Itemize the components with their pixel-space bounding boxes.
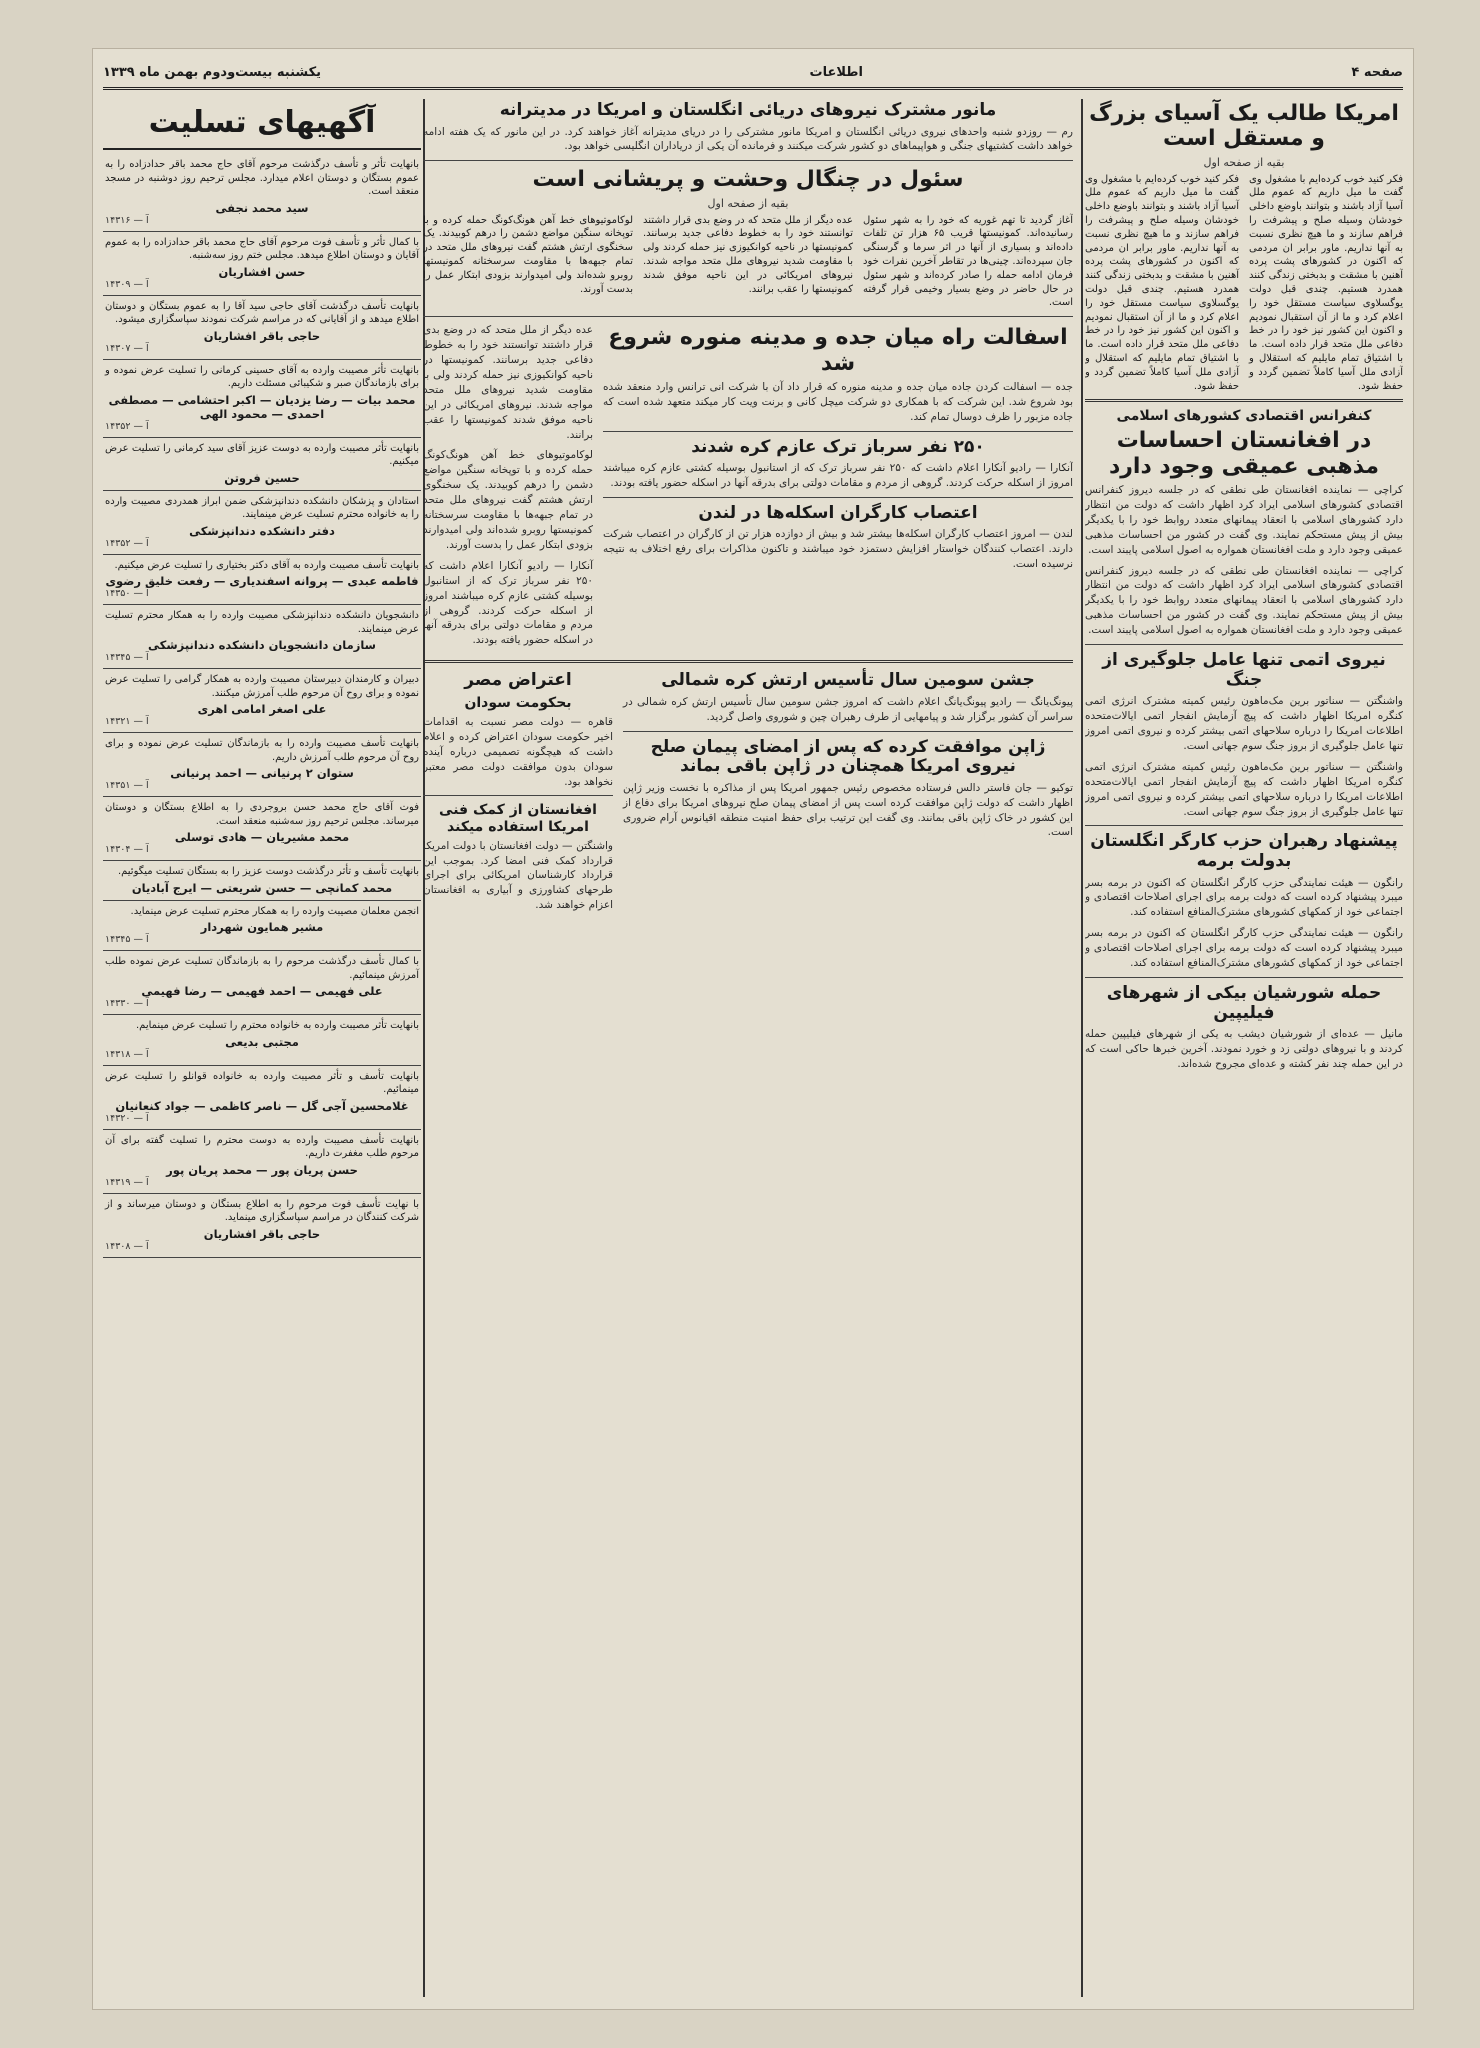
article-text: آنکارا — رادیو آنکارا اعلام داشت که ۲۵۰ نفر سرباز ترک که از استانبول بوسیله کشتی عازم کره میباشند امروز از اسکله حرکت کردند. گروهی از مردم و مقامات دولتی برای بدرقه آنها در اسکله حضور یافته بودند.: [423, 559, 593, 647]
article-body: [423, 214, 1073, 311]
notice-code: آ — ۱۴۳۲۰: [105, 1112, 149, 1124]
article-text: آغاز گردید تا تهم غوریه که خود را به شهر سئول رسانیده‌اند. کمونیستها قریب ۶۵ هزار تن تلفات داده‌اند و بسیاری از آنها در اثر سرما و گرسنگی جان سپرده‌اند. چینی‌ها در تقاطر آخرین نفرات خود فرمان ادامه حمله را صادر کرده‌اند و شهر سئول در حال حاضر در وضع بسیار وخیمی قرار گرفته است.: [863, 214, 1073, 309]
article-text: قاهره — دولت مصر نسبت به اقدامات اخیر حکومت سودان اعتراض کرده و اعلام داشت که هیچگونه تصمیمی درباره آینده سودان بدون موافقت دولت مصر معتبر نخواهد بود.: [423, 715, 613, 788]
divider: [423, 316, 1073, 317]
condolence-list: [103, 154, 421, 1258]
notice-signatories: علی فهیمی — احمد فهیمی — رضا فهیمی: [141, 984, 383, 998]
divider: [423, 660, 1073, 663]
notice-signatories: حسین فروتن: [224, 470, 300, 485]
notice-signatories: علی اصغر امامی اهری: [197, 702, 327, 716]
notice-text: بانهایت تأسف مصیبت وارده به دوست محترم را تسلیت گفته برای آن مرحوم طلب مغفرت داریم.: [105, 1134, 419, 1159]
notice-text: دبیران و کارمندان دبیرستان مصیبت وارده به همکار گرامی را تسلیت عرض نموده و برای روح آن مرحوم طلب آمرزش میکنند.: [105, 674, 419, 699]
condolence-notice: [103, 1130, 421, 1194]
page-header: [103, 57, 1403, 90]
notice-text: فوت آقای حاج محمد حسن بروجردی را به اطلاع بستگان و دوستان میرساند. مجلس ترحیم روز سه‌شنبه منعقد است.: [105, 802, 419, 827]
condolence-notice: [103, 555, 421, 606]
notice-code: آ — ۱۴۳۵۲: [105, 420, 149, 432]
notice-code: آ — ۱۴۳۱۶: [105, 214, 149, 226]
notice-text: با نهایت تأسف فوت مرحوم را به اطلاع بستگان و دوستان میرساند و از شرکت کنندگان در مراسم سپاسگزاری مینماید.: [105, 1198, 419, 1223]
article-text: آنکارا — رادیو آنکارا اعلام داشت که ۲۵۰ نفر سرباز ترک که از استانبول بوسیله کشتی عازم کره میباشند امروز از اسکله حرکت کردند. گروهی از مردم و مقامات دولتی برای بدرقه آنها در اسکله حضور یافته بودند.: [603, 462, 1073, 489]
notice-code: آ — ۱۴۳۰۷: [105, 342, 149, 354]
article-headline: اعتراض مصر: [464, 670, 572, 691]
notice-signatories: فاطمه عبدی — پروانه اسفندیاری — رفعت خلیق رضوی: [105, 574, 419, 588]
article-headline: افغانستان از کمک فنی امریکا استفاده میکند: [439, 802, 597, 835]
notice-signatories: حاجی باقر افشاریان: [203, 1226, 321, 1241]
notice-code: آ — ۱۴۳۳۰: [105, 998, 149, 1009]
notice-code: آ — ۱۴۳۵۰: [105, 588, 149, 599]
page-number: صفحه ۴: [1351, 64, 1403, 80]
notice-signatories: سید محمد نجفی: [215, 200, 309, 215]
article-headline: ۲۵۰ نفر سرباز ترک عازم کره شدند: [691, 436, 985, 457]
article-body: [1085, 173, 1403, 394]
condolence-notice: [103, 797, 421, 861]
notice-text: بانهایت تأسف درگذشت آقای حاجی سید آقا را به عموم بستگان و دوستان اطلاع میدهد و از آقایانی که در مراسم شرکت نمودند سپاسگزاری میشود.: [105, 300, 419, 325]
article-headline: حمله شورشیان بیکی از شهرهای فیلیپین: [1106, 982, 1382, 1023]
article-headline: مانور مشترک نیروهای دریائی انگلستان و امریکا در مدیترانه: [499, 100, 997, 120]
article-row: [423, 323, 1073, 654]
divider: [1085, 977, 1403, 978]
article-block: [603, 323, 1073, 654]
article-text: کراچی — نماینده افغانستان طی نطقی که در جلسه دیروز کنفرانس اقتصادی کشورهای اسلامی ایراد کرد اظهار داشت که دولت من انتظار دارد کشورهای اسلامی با انعقاد پیمانهای متعدد روابط خود را با یکدیگر بیش از پیش مستحکم نمایند. وی گفت در کشور من احساسات مذهبی عمیقی وجود دارد و ملت افغانستان همواره به اصول اسلامی پایبند است.: [1085, 564, 1403, 637]
left-column: [103, 99, 421, 1997]
notice-signatories: غلامحسین آجی گل — ناصر کاظمی — جواد کنعانیان: [115, 1098, 409, 1113]
notice-code: آ — ۱۴۳۰۴: [105, 844, 149, 855]
divider: [603, 497, 1073, 498]
notice-signatories: مجتبی بدیعی: [225, 1034, 299, 1049]
article-text: توکیو — جان فاستر دالس فرستاده مخصوص رئیس جمهور امریکا پس از مذاکره با نخست وزیر ژاپن اظهار داشت که دولت ژاپن موافقت کرده است پس از امضای پیمان صلح نیروهای امریکا برای دفاع از این کشور در خاک ژاپن باقی بمانند. وی گفت این ترتیب برای حفظ امنیت منطقه اقیانوس آرام ضروری است.: [623, 781, 1073, 839]
notice-text: بانهایت تأسف مصیبت وارده به آقای دکتر بختیاری را تسلیت عرض میکنیم.: [114, 559, 419, 571]
notice-signatories: محمد بیات — رضا یزدیان — اکبر احتشامی — مصطفی احمدی — محمود الهی: [108, 392, 416, 421]
condolence-notice: [103, 1194, 421, 1258]
article-text: لندن — امروز اعتصاب کارگران اسکله‌ها بیشتر شد و بیش از دوازده هزار تن از کارگران در اعتصاب شرکت دارند. اعتصاب کنندگان خواستار افزایش دستمزد خود میباشند و تاکنون مذاکرات برای رفع اختلاف به نتیجه نرسیده است.: [603, 528, 1073, 571]
divider: [1085, 644, 1403, 645]
article-headline: نیروی اتمی تنها عامل جلوگیری از جنگ: [1102, 650, 1386, 690]
column-divider: [1081, 99, 1083, 1997]
condolence-notice: [103, 438, 421, 491]
article-subhead: بحکومت سودان: [464, 694, 572, 711]
issue-date: یکشنبه بیست‌ودوم بهمن ماه ۱۳۳۹: [103, 64, 322, 80]
notice-signatories: حاجی باقر افشاریان: [203, 328, 321, 343]
article-text: لوکاموتیوهای خط آهن هونگ‌کونگ حمله کرده و با توپخانه سنگین مواضع دشمن را درهم کوبیدند. یک سخنگوی ارتش هشتم گفت نیروهای ملل متحد در تمام جبهه‌ها با مقاومت سرسختانه کمونیستها روبرو شده‌اند ولی امیدوارند بزودی ابتکار عمل را بدست آورند.: [423, 214, 633, 295]
article-block: [623, 669, 1073, 919]
condolence-notice: [103, 861, 421, 901]
divider: [623, 731, 1073, 732]
condolence-notice: [103, 232, 421, 296]
article-text: مانیل — عده‌ای از شورشیان دیشب به یکی از شهرهای فیلیپین حمله کردند و با نیروهای دولتی زد و خورد نمودند. آخرین خبرها حاکی است که در این حمله چند نفر کشته و عده‌ای مجروح شده‌اند.: [1085, 1028, 1403, 1070]
article-text: رم — روزدو شنبه واحدهای نیروی دریائی انگلستان و امریکا مانور مشترکی را در دریای مدیترانه آغاز خواهند کرد. در این مانور که یک هفته ادامه خواهد داشت کشتیهای جنگی و هواپیماهای دو کشور شرکت میکنند و فرمانده آن یکی از دریاداران انگلیسی خواهد بود.: [423, 125, 1073, 153]
condolence-notice: [103, 491, 421, 555]
condolence-notice: [103, 951, 421, 1015]
right-column: [1085, 99, 1403, 1997]
condolence-notice: [103, 360, 421, 438]
article-text: کراچی — نماینده افغانستان طی نطقی که در جلسه دیروز کنفرانس اقتصادی کشورهای اسلامی ایراد کرد اظهار داشت که دولت من انتظار دارد کشورهای اسلامی با انعقاد پیمانهای متعدد روابط خود را با یکدیگر بیش از پیش مستحکم نمایند. وی گفت در کشور من احساسات مذهبی عمیقی وجود دارد و ملت افغانستان همواره به اصول اسلامی پایبند است.: [1085, 484, 1403, 556]
notice-signatories: دفتر دانشکده دندانپزشکی: [189, 523, 335, 538]
condolence-notice: [103, 733, 421, 797]
article-headline: پیشنهاد رهبران حزب کارگر انگلستان بدولت برمه: [1090, 831, 1398, 871]
notice-signatories: محمد کمانچی — حسن شریعتی — ایرج آبادیان: [131, 880, 393, 895]
article-headline: سئول در چنگال وحشت و پریشانی است: [532, 167, 964, 193]
divider: [423, 795, 613, 796]
notice-text: بانهایت تأثر مصیبت وارده به آقای حسینی کرمانی را تسلیت عرض نموده و برای بازماندگان صبر و شکیبائی مسئلت داریم.: [105, 364, 419, 389]
divider: [1085, 825, 1403, 826]
notice-text: استادان و پزشکان دانشکده دندانپزشکی ضمن ابراز همدردی مصیبت وارده را به خانواده محترم تسلیت عرض مینمایند.: [105, 495, 419, 520]
article-headline: اسفالت راه میان جده و مدینه منوره شروع شد: [608, 325, 1068, 376]
notice-text: با کمال تأثر و تأسف فوت مرحوم آقای حاج محمد باقر حدادزاده را به عموم آقایان و دوستان اطلاع میدهد. مجلس ختم روز سه‌شنبه.: [105, 236, 419, 261]
article-text: فکر کنید خوب کرده‌ایم با مشغول وی گفت ما میل داریم که عموم ملل آسیا آزاد باشند و بتوانند باوضع داخلی خودشان وسیله صلح و پیشرفت را فراهم سازند و ما هیچ نظری نسبت به آنها نداریم. ماور برابر ان مردمی که اکنون در کشورهای پشت پرده آهنین با مشقت و بدبختی زندگی کنند همدرد هستیم. چندی قبل دولت یوگسلاوی سیاست مستقل خود را اعلام کرد و ما از آن استقبال نمودیم و اکنون این کشور نیز خود را در خط دفاعی ملل متحد قرار داده است. ما با اشتیاق تمام مایلیم که استقلال و آزادی ملل آسیا کاملاً تضمین گردد و حفظ شود.: [1085, 173, 1239, 392]
notice-code: آ — ۱۴۳۱۹: [105, 1176, 149, 1188]
notice-text: انجمن معلمان مصیبت وارده را به همکار محترم تسلیت عرض مینماید.: [130, 905, 419, 917]
article-text: عده دیگر از ملل متحد که در وضع بدی قرار داشتند توانستند خود را به خطوط دفاعی جدید برسانند. کمونیستها در ناحیه کوانکیوزی نیز حمله کردند ولی با مقاومت شدید نیروهای ملل متحد مواجه شدند. نیروهای امریکائی در این ناحیه موفق شدند کمونیستها را عقب برانند.: [643, 214, 853, 295]
notice-code: آ — ۱۴۳۲۱: [105, 716, 149, 727]
article-text: پیونگ‌یانگ — رادیو پیونگ‌یانگ اعلام داشت که امروز جشن سومین سال تأسیس ارتش کره شمالی در سراسر آن کشور برگزار شد و پیامهایی از طرف رهبران چین و شوروی واصل گردید.: [623, 695, 1073, 723]
notice-text: بانهایت تأسف مصیبت وارده را به بازماندگان تسلیت عرض نموده و برای روح آن مرحوم طلب آمرزش داریم.: [105, 738, 419, 763]
condolence-notice: [103, 296, 421, 360]
condolence-notice: [103, 1015, 421, 1066]
notice-signatories: حسن افشاریان: [218, 264, 306, 279]
condolence-notice: [103, 901, 421, 952]
paper-name: اطلاعات: [809, 64, 863, 80]
article-text: واشنگتن — سناتور برین مک‌ماهون رئیس کمیته مشترک انرژی اتمی کنگره امریکا اظهار داشت که پیچ آزمایش انفجار اتمی ایالات‌متحده اطلاعات امریکا را درباره سلاحهای اتمی بیشتر کرده و نیروی اتمی امروز تنها عامل جلوگیری از بروز جنگ سوم جهانی است.: [1085, 695, 1403, 752]
article-headline: جشن سومین سال تأسیس ارتش کره شمالی: [661, 670, 1035, 691]
notice-signatories: محمد مشیریان — هادی توسلی: [174, 830, 350, 844]
notice-text: بانهایت تأسف و تأثر درگذشت دوست عزیز را به بستگان تسلیت میگوئیم.: [117, 866, 419, 877]
notice-code: آ — ۱۴۳۴۵: [105, 934, 149, 945]
article-headline: اعتصاب کارگران اسکله‌ها در لندن: [698, 502, 978, 523]
continued-note: بقیه از صفحه اول: [707, 196, 789, 210]
condolence-notice: [103, 1066, 421, 1130]
divider: [423, 160, 1073, 161]
article-block: [423, 323, 593, 654]
article-headline: ژاپن موافقت کرده که پس از امضای پیمان صلح نیروی امریکا همچنان در ژاپن باقی بماند: [650, 736, 1046, 777]
article-text: جده — اسفالت کردن جاده میان جده و مدینه منوره که قرار داد آن با شرکت انی ترانس وارد منعقد شده بود شروع شد. این شرکت که با همکاری دو شرکت میچل کانی و برنت ویت کار میکند متعهد شده است که جاده مزبور را ظرف دوسال تمام کند.: [603, 380, 1073, 423]
section-title: آگهیهای تسلیت: [103, 99, 421, 150]
notice-code: آ — ۱۴۳۵۲: [105, 537, 149, 549]
article-text: واشنگتن — سناتور برین مک‌ماهون رئیس کمیته مشترک انرژی اتمی کنگره امریکا اظهار داشت که پیچ آزمایش انفجار اتمی ایالات‌متحده اطلاعات امریکا را درباره سلاحهای اتمی بیشتر کرده و نیروی اتمی امروز تنها عامل جلوگیری از بروز جنگ سوم جهانی است.: [1085, 760, 1403, 818]
notice-text: بانهایت تأثر مصیبت وارده به دوست عزیز آقای سید کرمانی را تسلیت عرض میکنیم.: [105, 442, 419, 467]
article-kicker: کنفرانس اقتصادی کشورهای اسلامی: [1116, 408, 1372, 425]
notice-code: آ — ۱۴۳۵۱: [105, 780, 149, 791]
divider: [1085, 399, 1403, 402]
notice-text: بانهایت تأثر مصیبت وارده به خانواده محترم را تسلیت عرض مینمایم.: [135, 1020, 419, 1031]
article-text: رانگون — هیئت نمایندگی حزب کارگر انگلستان که اکنون در برمه بسر میبرد پیشنهاد کرده است که دولت برمه برای اجرای اصلاحات اقتصادی و اجتماعی خود از کمکهای کشورهای مشترک‌المنافع استفاده کند.: [1085, 927, 1403, 970]
notice-signatories: ستوان ۲ پرنیانی — احمد پرنیانی: [170, 766, 354, 780]
notice-text: بانهایت تأسف و تأثر مصیبت وارده به خانواده قوانلو را تسلیت عرض مینمائیم.: [105, 1070, 419, 1095]
article-headline: در افغانستان احساسات مذهبی عمیقی وجود دارد: [1108, 428, 1380, 479]
condolence-notice: [103, 669, 421, 733]
notice-text: با کمال تأسف درگذشت مرحوم را به بازماندگان تسلیت عرض نموده طلب آمرزش مینمائیم.: [105, 956, 419, 981]
continued-note: بقیه از صفحه اول: [1203, 155, 1285, 169]
notice-signatories: حسن پریان پور — محمد پریان پور: [166, 1162, 358, 1177]
article-row: [423, 669, 1073, 919]
notice-code: آ — ۱۴۳۰۹: [105, 278, 149, 290]
notice-signatories: سازمان دانشجویان دانشکده دندانپزشکی: [148, 638, 376, 652]
article-text: عده دیگر از ملل متحد که در وضع بدی قرار داشتند توانستند خود را به خطوط دفاعی جدید برسانند. کمونیستها در ناحیه کوانکیوزی نیز حمله کردند ولی با مقاومت شدید نیروهای ملل متحد مواجه شدند. نیروهای امریکائی در این ناحیه موفق شدند کمونیستها را عقب برانند.: [423, 324, 593, 441]
condolence-notice: [103, 154, 421, 232]
article-text: واشنگتن — دولت افغانستان با دولت امریکا قرارداد کمک فنی امضا کرد. بموجب این قرارداد کارشناسان امریکائی برای اجرای طرحهای کشاورزی و آبیاری به افغانستان اعزام خواهند شد.: [423, 839, 613, 912]
article-block: [423, 669, 613, 919]
middle-column: [423, 99, 1073, 1997]
notice-signatories: مشیر همایون شهردار: [200, 920, 324, 934]
notice-text: بانهایت تأثر و تأسف درگذشت مرحوم آقای حاج محمد باقر حدادزاده را به عموم بستگان و دوستان اعلام میدارد. مجلس ترحیم روز دوشنبه در مسجد منعقد است.: [105, 159, 419, 197]
notice-code: آ — ۱۴۳۴۵: [105, 652, 149, 663]
article-text: رانگون — هیئت نمایندگی حزب کارگر انگلستان که اکنون در برمه بسر میبرد پیشنهاد کرده است که دولت برمه برای اجرای اصلاحات اقتصادی و اجتماعی خود از کمکهای کشورهای مشترک‌المنافع استفاده کند.: [1085, 876, 1403, 919]
notice-code: آ — ۱۴۳۱۸: [105, 1048, 149, 1060]
article-text: لوکاموتیوهای خط آهن هونگ‌کونگ حمله کرده و با توپخانه سنگین مواضع دشمن را درهم کوبیدند. یک سخنگوی ارتش هشتم گفت نیروهای ملل متحد در تمام جبهه‌ها با مقاومت سرسختانه کمونیستها روبرو شده‌اند ولی امیدوارند بزودی ابتکار عمل را بدست آورند.: [423, 449, 593, 551]
newspaper-page: [92, 48, 1414, 2010]
notice-text: دانشجویان دانشکده دندانپزشکی مصیبت وارده را به همکار محترم تسلیت عرض مینمایند.: [105, 610, 419, 635]
article-headline: امریکا طالب یک آسیای بزرگ و مستقل است: [1089, 101, 1399, 152]
divider: [603, 431, 1073, 432]
notice-code: آ — ۱۴۳۰۸: [105, 1240, 149, 1252]
condolence-notice: [103, 605, 421, 669]
article-text: فکر کنید خوب کرده‌ایم با مشغول وی گفت ما میل داریم که عموم ملل آسیا آزاد باشند و بتوانند باوضع داخلی خودشان وسیله صلح و پیشرفت را فراهم سازند و ما هیچ نظری نسبت به آنها نداریم. ماور برابر ان مردمی که اکنون در کشورهای پشت پرده آهنین با مشقت و بدبختی زندگی کنند همدرد هستیم. چندی قبل دولت یوگسلاوی سیاست مستقل خود را اعلام کرد و ما از آن استقبال نمودیم و اکنون این کشور نیز خود را در خط دفاعی ملل متحد قرار داده است. ما با اشتیاق تمام مایلیم که استقلال و آزادی ملل آسیا کاملاً تضمین گردد و حفظ شود.: [1249, 173, 1403, 392]
